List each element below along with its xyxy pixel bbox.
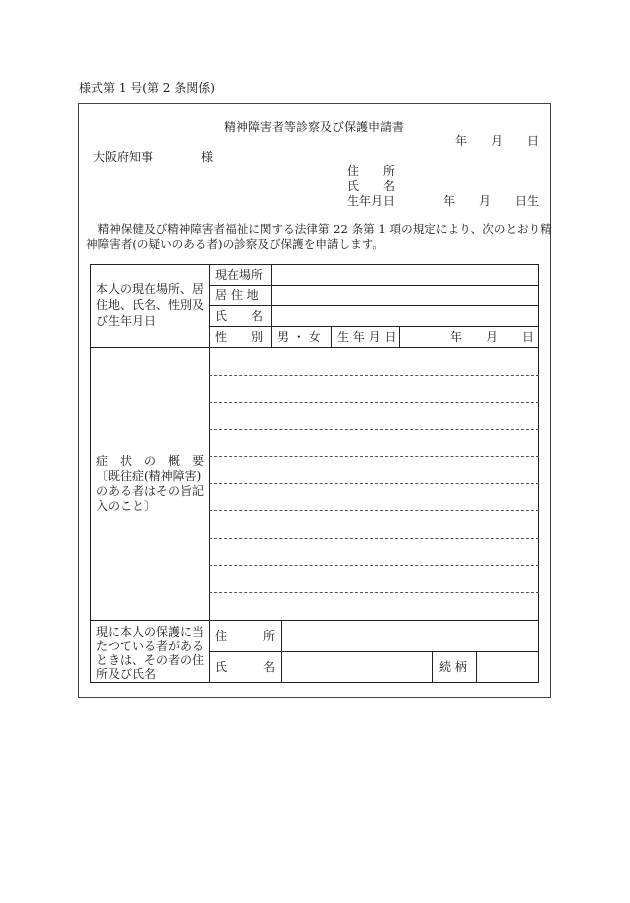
writing-line [209, 483, 539, 484]
writing-line [209, 456, 539, 457]
current-location-label: 現在場所 [215, 267, 264, 282]
applicant-birthdate-label: 生年月日 年 月 日生 [347, 194, 540, 208]
patient-section-heading [96, 281, 204, 329]
heading-line: び生年月日 [96, 314, 157, 328]
statement-line: 神障害者(の疑いのある者)の診察及び保護を申請します。 [86, 237, 384, 251]
applicant-address-label: 住 所 [347, 164, 396, 178]
heading-line: 症 状 の 概 要 [96, 454, 205, 468]
statement-line: 精神保健及び精神障害者福祉に関する法律第 22 条第 1 項の規定により、次のとおり精 [86, 222, 552, 236]
guardian-address-label: 住 所 [215, 628, 276, 643]
table-rule [90, 347, 539, 348]
guardian-address-value [281, 620, 539, 651]
application-date: 年 月 日 [455, 134, 540, 148]
writing-line [209, 538, 539, 539]
patient-birthdate-label: 生 年 月 日 [337, 329, 397, 344]
writing-line [209, 402, 539, 403]
sex-options: 男 ・ 女 [277, 329, 321, 344]
writing-line [209, 429, 539, 430]
writing-line [209, 375, 539, 376]
residence-value [271, 285, 539, 305]
form-number: 様式第 1 号(第 2 条関係) [79, 81, 215, 95]
residence-label: 居 住 地 [215, 288, 259, 302]
symptoms-section-heading [96, 454, 204, 514]
guardian-name-label: 氏 名 [215, 660, 276, 674]
current-location-value [271, 264, 539, 285]
guardian-section-heading [96, 625, 204, 681]
applicant-name-label: 氏 名 [347, 179, 396, 193]
writing-line [209, 592, 539, 593]
heading-line: 入のこと〕 [96, 499, 157, 513]
heading-line: のある者はその旨記 [96, 484, 205, 498]
addressee: 大阪府知事 様 [93, 150, 214, 164]
heading-line: ときは、その者の住 [96, 653, 205, 667]
heading-line: 住地、氏名、性別及 [96, 298, 205, 312]
heading-line: 本人の現在場所、居 [96, 282, 205, 296]
writing-line [209, 510, 539, 511]
relationship-label: 続 柄 [439, 660, 467, 674]
heading-line: 所及び氏名 [96, 667, 157, 681]
relationship-value [476, 651, 539, 683]
patient-name-value [271, 305, 539, 326]
guardian-name-value [281, 651, 432, 683]
sex-label: 性 別 [215, 329, 264, 344]
heading-line: たつている者がある [96, 639, 205, 653]
writing-line [209, 565, 539, 566]
patient-name-label: 氏 名 [215, 308, 264, 323]
patient-birthdate-format: 年 月 日 [449, 329, 534, 344]
application-table [90, 264, 539, 683]
heading-line: 現に本人の保護に当 [96, 625, 205, 639]
form-title: 精神障害者等診察及び保護申請書 [223, 120, 404, 134]
heading-line: 〔既往症(精神障害) [96, 469, 202, 483]
